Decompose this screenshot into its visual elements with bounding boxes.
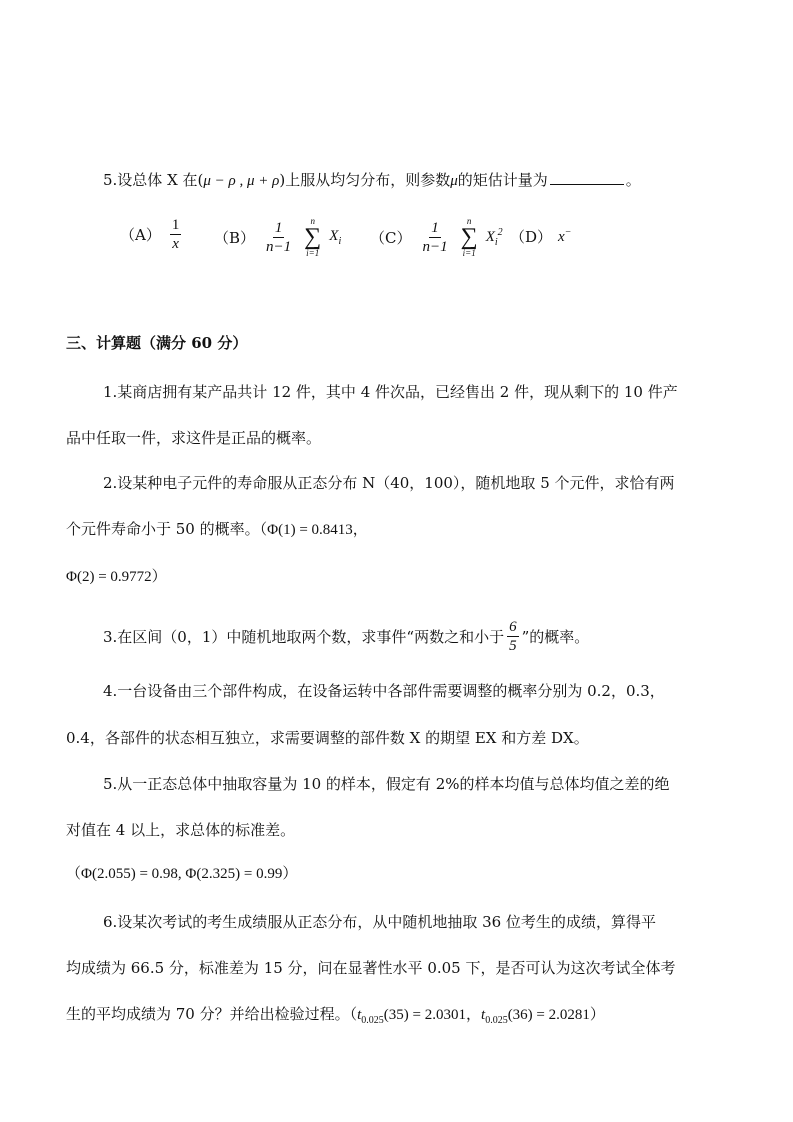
option-a-label: （A） [120, 226, 161, 244]
section-heading: 三、计算题（满分 60 分） [66, 334, 248, 352]
problem-5-line-2: 对值在 4 以上，求总体的标准差。 [66, 821, 296, 839]
problem-2-line-1: 2.设某种电子元件的寿命服从正态分布 N（40，100），随机地取 5 个元件，求恰有两 [103, 474, 675, 492]
problem-1-line-1: 1.某商店拥有某产品共计 12 件，其中 4 件次品，已经售出 2 件，现从剩下的 10 件产 [103, 383, 678, 401]
problem-6-t2-var: t [481, 1007, 486, 1023]
q5-text-before: 5.设总体 X 在( [103, 171, 204, 189]
option-d-label: （D） [510, 228, 553, 246]
problem-2-close: ） [151, 567, 167, 585]
option-c-term-var: X [485, 228, 495, 245]
problem-6-t1-sub: 0.025 [361, 1015, 384, 1026]
problem-5-line-3: （Φ(2.055) = 0.98, Φ(2.325) = 0.99） [66, 866, 298, 882]
problem-6-sep: ， [466, 1005, 482, 1023]
problem-6-t1-var: t [357, 1007, 362, 1023]
problem-6-line-2: 均成绩为 66.5 分，标准差为 15 分，问在显著性水平 0.05 下，是否可认为这次考试全体考 [66, 959, 676, 977]
problem-6-line-3 [66, 1003, 605, 1032]
option-d [510, 226, 571, 247]
problem-3-text-before: 3.在区间（0，1）中随机地取两个数，求事件“两数之和小于 [103, 627, 505, 646]
option-c-den: n−1 [422, 238, 448, 255]
problem-2-text: 个元件寿命小于 50 的概率。（ [66, 520, 268, 538]
option-a [120, 216, 184, 253]
q5-end-punct: 。 [625, 171, 641, 189]
problem-6-text: 生的平均成绩为 70 分？并给出检验过程。（ [66, 1005, 358, 1023]
option-c-term-sup: 2 [497, 226, 503, 238]
option-b [214, 216, 341, 258]
q5-mu: μ [450, 173, 458, 189]
option-b-num: 1 [274, 219, 283, 236]
option-c [370, 216, 503, 258]
option-b-label: （B） [214, 228, 256, 247]
problem-2-phi-1: Φ(1) = 0.8413 [267, 522, 353, 538]
option-c-num: 1 [431, 219, 439, 236]
problem-3-num: 6 [509, 619, 517, 635]
option-b-fraction [264, 219, 293, 256]
problem-2-line-2 [66, 518, 368, 541]
option-b-sum-top: n [310, 216, 315, 226]
option-c-sum-bottom: i=1 [462, 248, 476, 258]
option-a-fraction [170, 216, 182, 253]
q5-interval: μ − ρ , μ + ρ [203, 173, 280, 189]
option-a-num: 1 [171, 217, 180, 233]
option-b-term [329, 228, 341, 247]
option-d-term-var: x [558, 229, 565, 245]
option-b-den: n−1 [266, 238, 292, 255]
problem-2-phi-2: Φ(2) = 0.9772 [66, 569, 152, 585]
q5-text-after: )上服从均匀分布，则参数 [279, 171, 451, 189]
problem-3 [103, 618, 589, 655]
option-b-sum [304, 216, 321, 258]
problem-6-close: ） [589, 1005, 605, 1023]
problem-4-line-2: 0.4，各部件的状态相互独立，求需要调整的部件数 X 的期望 EX 和方差 DX。 [66, 729, 589, 747]
problem-6-t2-sub: 0.025 [485, 1015, 508, 1026]
option-c-term-sub: i [494, 236, 498, 248]
option-c-term [486, 227, 503, 248]
problem-2-line-3 [66, 565, 167, 588]
problem-2-comma: ， [352, 520, 368, 538]
sigma-icon: ∑ [304, 224, 322, 250]
q5-text-end: 的矩估计量为 [457, 171, 548, 189]
option-a-den: x [172, 236, 179, 252]
sigma-icon: ∑ [460, 224, 478, 250]
problem-6-line-1: 6.设某次考试的考生成绩服从正态分布，从中随机地抽取 36 位考生的成绩，算得平 [103, 913, 656, 931]
q5-stem [103, 169, 641, 192]
option-c-fraction [420, 219, 449, 256]
option-d-term-sup: − [564, 227, 572, 238]
problem-5-line-1: 5.从一正态总体中抽取容量为 10 的样本，假定有 2%的样本均值与总体均值之差的绝 [103, 775, 670, 793]
option-b-term-var: X [329, 227, 339, 244]
problem-3-fraction [507, 618, 519, 655]
option-d-term [558, 227, 571, 246]
problem-6-t2-value: (36) = 2.0281 [507, 1007, 590, 1023]
option-c-sum-top: n [466, 216, 472, 226]
option-b-sum-bottom: i=1 [306, 248, 320, 258]
option-c-label: （C） [370, 228, 412, 247]
problem-3-text-after: ”的概率。 [521, 627, 590, 646]
problem-1-line-2: 品中任取一件，求这件是正品的概率。 [66, 429, 322, 447]
option-b-term-sub: i [338, 235, 342, 247]
problem-6-t1-value: (35) = 2.0301 [383, 1007, 466, 1023]
answer-blank [550, 170, 624, 185]
problem-3-den: 5 [509, 638, 517, 654]
problem-4-line-1: 4.一台设备由三个部件构成，在设备运转中各部件需要调整的概率分别为 0.2，0.3， [103, 682, 665, 700]
option-c-sum [461, 216, 478, 258]
